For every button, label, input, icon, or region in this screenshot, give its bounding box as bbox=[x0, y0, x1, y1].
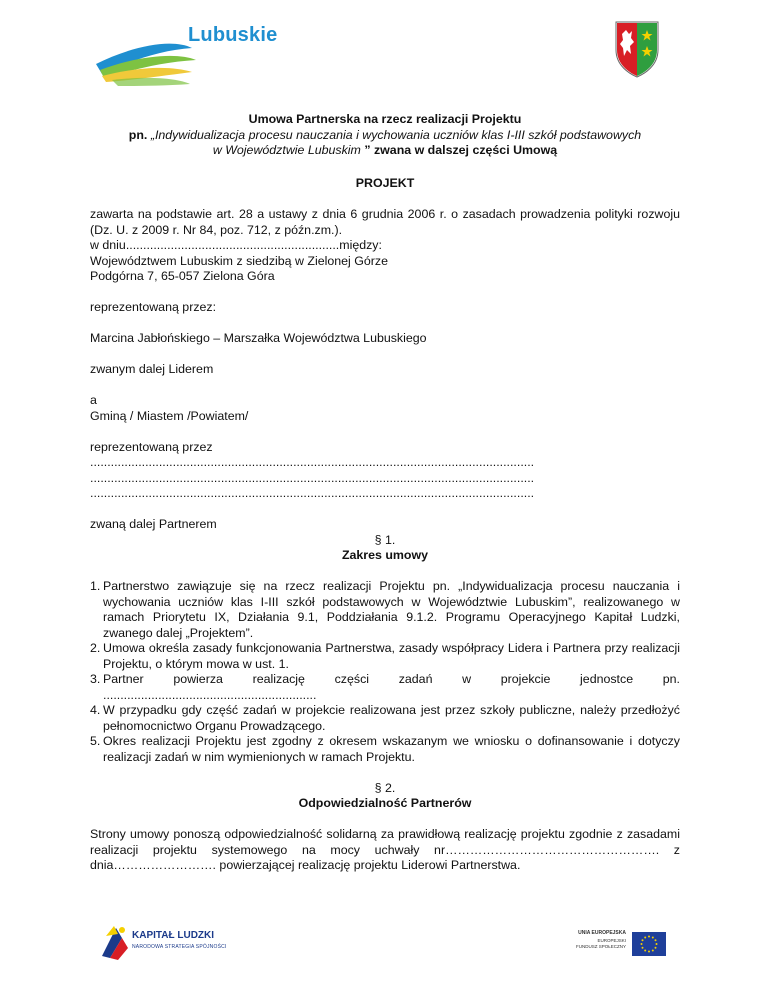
section-2-text: Strony umowy ponoszą odpowiedzialność solidarną za prawidłową realizację projektu zgodnie z zasadami realizacji projektu systemowego na mocy uchwały nr……………………………………………. z dnia……………………. powierzającej realizację projektu Liderowi Partnerstwa. bbox=[90, 827, 680, 872]
partner-represented-label: reprezentowaną przez bbox=[90, 439, 213, 454]
intro-party: Województwem Lubuskim z siedzibą w Zielonej Górze bbox=[90, 253, 388, 268]
eu-title: UNIA EUROPEJSKA bbox=[578, 930, 626, 936]
title-line-1: Umowa Partnerska na rzecz realizacji Projektu bbox=[248, 112, 522, 126]
lubuskie-logo-text: Lubuskie bbox=[188, 24, 278, 46]
projekt-heading: PROJEKT bbox=[355, 176, 415, 190]
title-line-3 bbox=[90, 143, 680, 159]
list-item-number: 3. bbox=[90, 672, 101, 686]
eu-flag-icon bbox=[632, 932, 666, 956]
eu-subtitle-line-2: FUNDUSZ SPOŁECZNY bbox=[575, 943, 626, 949]
eu-subtitle bbox=[560, 938, 626, 949]
list-item bbox=[90, 641, 680, 672]
list-item-text: W przypadku gdy część zadań w projekcie realizowana jest przez szkoły publiczne, należy przedłożyć pełnomocnictwo Organu Prowadzącego. bbox=[103, 703, 680, 733]
list-item-text: Umowa określa zasady funkcjonowania Partnerstwa, zasady współpracy Lidera i Partnera przy realizacji Projektu, o którym mowa w ust. 1. bbox=[103, 641, 680, 671]
intro-date: w dniu..............................................................między: bbox=[90, 238, 382, 252]
list-item bbox=[90, 672, 680, 703]
list-item-number: 1. bbox=[90, 579, 101, 593]
list-item-text: Partnerstwo zawiązuje się na rzecz realizacji Projektu pn. „Indywidualizacja procesu nauczania i wychowania uczniów klas I-III szkół podstawowych w Województwie Lubuskim”, realizowanego w ramach Priorytetu IX, Działania 9.1, Poddziałania 9.1.2. Programu Operacyjnego Kapitał Ludzki, zwanego dalej „Projektem”. bbox=[103, 579, 680, 640]
section-1-list bbox=[90, 579, 680, 765]
leader-label: zwanym dalej Liderem bbox=[90, 362, 214, 376]
section-2-title: Odpowiedzialność Partnerów bbox=[298, 796, 472, 810]
list-item-number: 2. bbox=[90, 641, 101, 655]
list-item-number: 5. bbox=[90, 734, 101, 748]
partner-label: zwaną dalej Partnerem bbox=[90, 517, 217, 531]
section-1-number: § 1. bbox=[374, 532, 396, 547]
title-region: w Województwie Lubuskim bbox=[212, 143, 361, 157]
eu-subtitle-line-1: EUROPEJSKI bbox=[597, 938, 626, 943]
represented-by-label: reprezentowaną przez: bbox=[90, 300, 217, 314]
marshal-name: Marcina Jabłońskiego – Marszałka Województwa Lubuskiego bbox=[90, 331, 427, 345]
title-prefix: pn. bbox=[128, 127, 151, 142]
list-item bbox=[90, 579, 680, 641]
list-item bbox=[90, 734, 680, 765]
title-suffix: ” zwana w dalszej części Umową bbox=[360, 143, 558, 157]
document-body bbox=[90, 112, 680, 874]
title-project-name: „Indywidualizacja procesu nauczania i wychowania uczniów klas I-III szkół podstawowych bbox=[150, 127, 642, 142]
section-1-title: Zakres umowy bbox=[341, 548, 429, 562]
dots-line-2: ................................................................................................................................. bbox=[90, 470, 535, 485]
partner-type: Gminą / Miastem /Powiatem/ bbox=[90, 408, 249, 423]
kapital-ludzki-subtitle: NARODOWA STRATEGIA SPÓJNOŚCI bbox=[132, 944, 227, 950]
kapital-ludzki-title: KAPITAŁ LUDZKI bbox=[132, 930, 215, 941]
conjunction-a: a bbox=[90, 393, 97, 407]
list-item bbox=[90, 703, 680, 734]
list-item-text: Partner powierza realizację części zadań w projekcie jednostce pn. .............................................................. bbox=[103, 672, 680, 702]
intro-address: Podgórna 7, 65-057 Zielona Góra bbox=[90, 269, 275, 283]
list-item-text: Okres realizacji Projektu jest zgodny z okresem wskazanym we wniosku o dofinansowanie i dotyczy realizacji zadań w nim wymienionych w ramach Projektu. bbox=[103, 734, 680, 764]
dots-line-3: ................................................................................................................................. bbox=[90, 486, 535, 500]
intro-legal-basis: zawarta na podstawie art. 28 a ustawy z dnia 6 grudnia 2006 r. o zasadach prowadzenia polityki rozwoju (Dz. U. z 2009 r. Nr 84, poz. 712, z późn.zm.). bbox=[90, 207, 680, 237]
section-2-number: § 2. bbox=[374, 780, 396, 795]
list-item-number: 4. bbox=[90, 703, 101, 717]
title-line-2 bbox=[90, 128, 680, 144]
coat-of-arms-icon bbox=[614, 20, 660, 78]
dots-line-1: ................................................................................................................................. bbox=[90, 455, 535, 469]
